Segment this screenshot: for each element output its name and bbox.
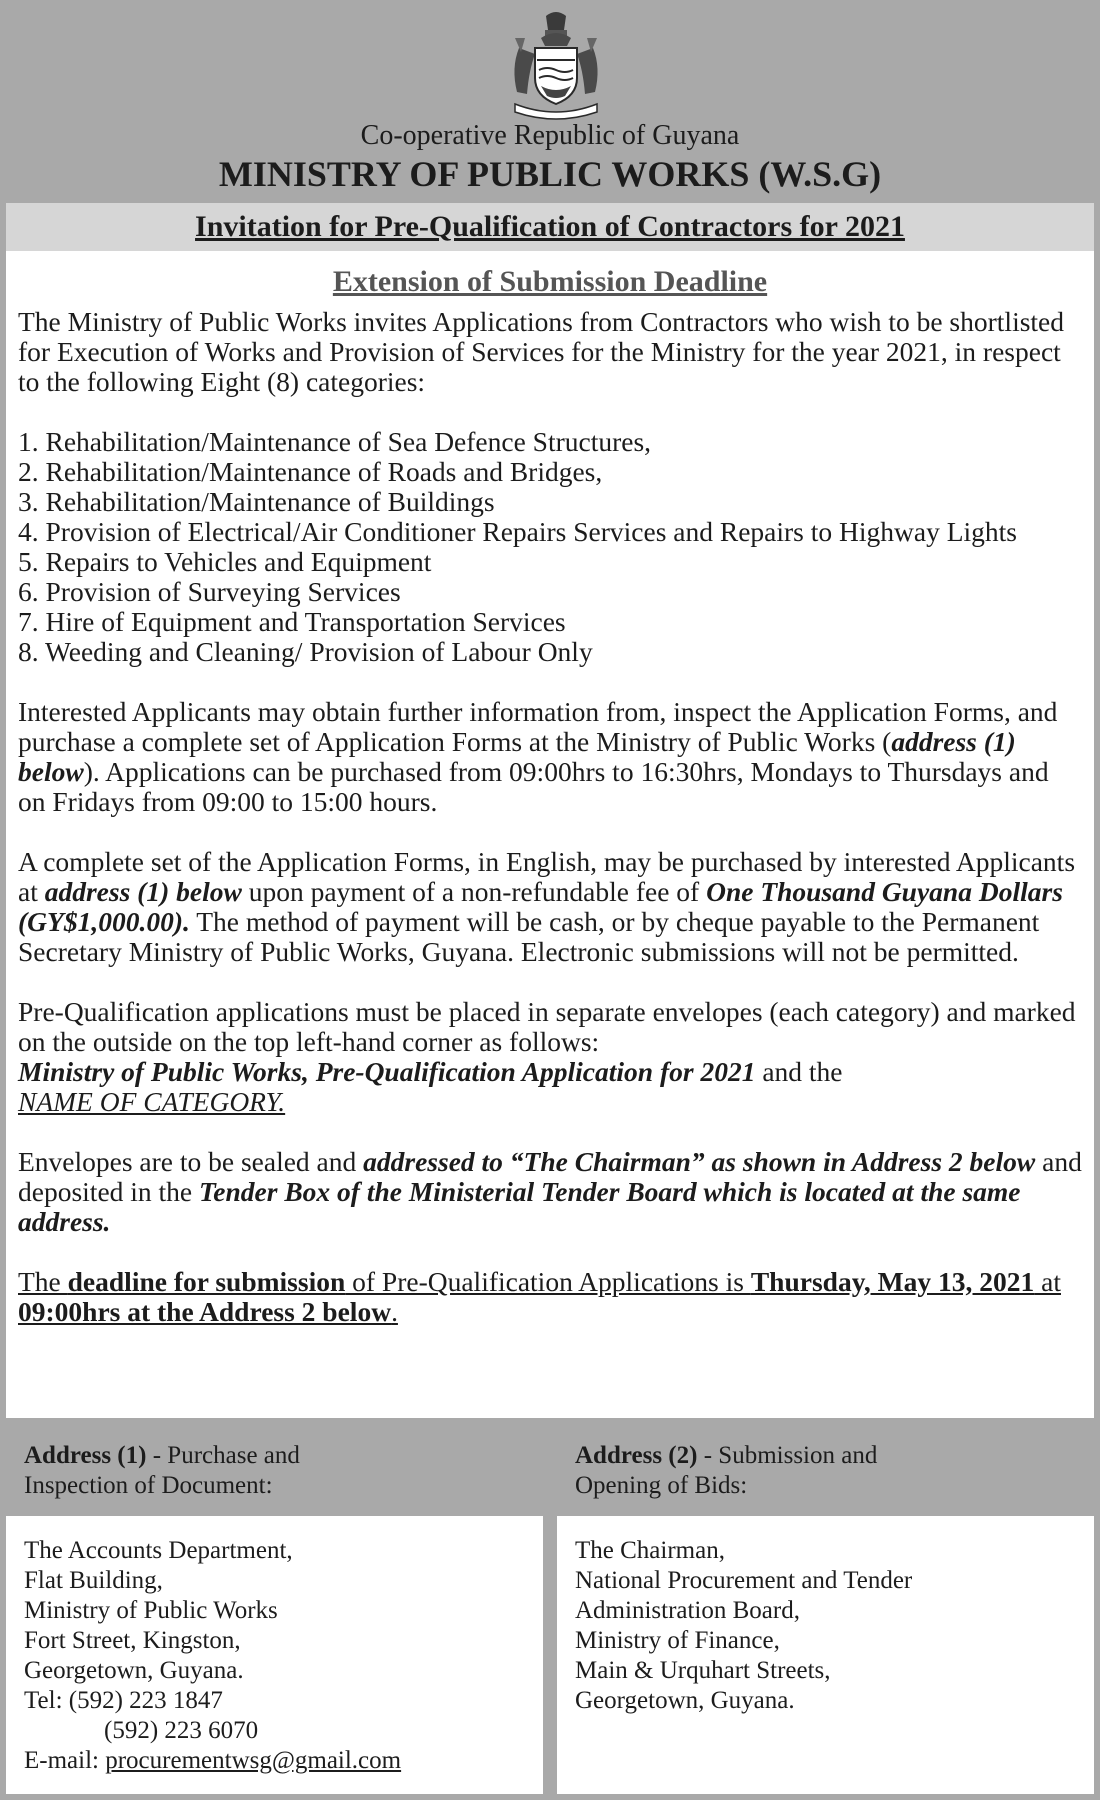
telephone-line-2: (592) 223 6070: [104, 1717, 259, 1744]
address-line: The Accounts Department,: [24, 1537, 293, 1564]
country-name: Co-operative Republic of Guyana: [360, 120, 740, 151]
deadline-time: 09:00hrs at the Address 2 below: [18, 1296, 392, 1327]
envelope-paragraph: [18, 997, 1082, 1117]
invitation-bar: [6, 203, 1094, 251]
address-line: Flat Building,: [24, 1567, 163, 1594]
address-2-purpose: Opening of Bids:: [575, 1472, 748, 1499]
list-item: 2. Rehabilitation/Maintenance of Roads and Bridges,: [18, 456, 603, 487]
list-item: 5. Repairs to Vehicles and Equipment: [18, 546, 432, 577]
chairman-address: addressed to “The Chairman” as shown in Address 2 below: [363, 1146, 1036, 1177]
subtitle: Extension of Submission Deadline: [332, 265, 768, 298]
fee-text: upon payment of a non-refundable fee of: [241, 876, 707, 907]
address-1-body: [6, 1516, 543, 1794]
address-line: Administration Board,: [575, 1597, 800, 1624]
address-1-label: Address (1): [24, 1442, 147, 1469]
fee-paragraph: [18, 847, 1082, 967]
address-line: Fort Street, Kingston,: [24, 1627, 241, 1654]
list-item: 6. Provision of Surveying Services: [18, 576, 401, 607]
info-text: ). Applications can be purchased from 09:00hrs to 16:30hrs, Mondays to Thursdays and on Fridays from 09:00 to 15:00 hours.: [18, 756, 1049, 817]
address-2-body: [557, 1516, 1094, 1794]
info-text: Interested Applicants may obtain further information from, inspect the Application Forms, and purchase a complete set of Application Forms at the Ministry of Public Works (: [18, 696, 1058, 757]
ministry-name: MINISTRY OF PUBLIC WORKS (W.S.G): [218, 154, 882, 194]
sealed-text: Envelopes are to be sealed and: [18, 1146, 364, 1177]
list-item: 3. Rehabilitation/Maintenance of Buildings: [18, 486, 495, 517]
address-2-label: Address (2): [575, 1442, 698, 1469]
name-of-category: NAME OF CATEGORY.: [18, 1086, 286, 1117]
sealed-text: and deposited in the: [18, 1146, 1082, 1207]
address-line: National Procurement and Tender: [575, 1567, 913, 1594]
invitation-title: Invitation for Pre-Qualification of Contractors for 2021: [195, 210, 905, 243]
list-item: 8. Weeding and Cleaning/ Provision of Labour Only: [18, 636, 593, 667]
address-line: Main & Urquhart Streets,: [575, 1657, 831, 1684]
notice-header: [6, 0, 1094, 203]
address-2-purpose: - Submission and: [697, 1442, 878, 1469]
envelope-text: and the: [755, 1056, 843, 1087]
info-paragraph: [18, 697, 1082, 817]
notice-content: [18, 265, 1082, 1357]
deadline-paragraph: [18, 1267, 1082, 1327]
deadline-text: of Pre-Qualification Applications is: [345, 1266, 751, 1297]
address-row: [6, 1424, 1094, 1794]
deadline-date: Thursday, May 13, 2021: [750, 1266, 1035, 1297]
fee-amount: One Thousand Guyana Dollars (GY$1,000.00).: [18, 876, 1063, 937]
category-list: [18, 427, 1082, 667]
email-label: E-mail:: [24, 1747, 106, 1774]
address-1-purpose: - Purchase and: [146, 1442, 300, 1469]
deadline-label: deadline for submission: [67, 1266, 346, 1297]
list-item: 1. Rehabilitation/Maintenance of Sea Defence Structures,: [18, 426, 652, 457]
address-1-purpose: Inspection of Document:: [24, 1472, 273, 1499]
intro-paragraph: The Ministry of Public Works invites Applications from Contractors who wish to be shortlisted for Execution of Works and Provision of Services for the Ministry for the year 2021, in respect to the following Eight (8) categories:: [18, 306, 1065, 397]
address-line: Georgetown, Guyana.: [24, 1657, 244, 1684]
envelope-marking: Ministry of Public Works, Pre-Qualification Application for 2021: [18, 1056, 756, 1087]
deadline-text: at: [1034, 1266, 1061, 1297]
address-2-heading: [557, 1424, 1094, 1516]
address1-reference: address (1) below: [18, 726, 1016, 787]
address-line: The Chairman,: [575, 1537, 725, 1564]
notice-body: [6, 203, 1094, 1418]
list-item: 4. Provision of Electrical/Air Conditioner Repairs Services and Repairs to Highway Lights: [18, 516, 1017, 547]
fee-text: The method of payment will be cash, or by cheque payable to the Permanent Secretary Ministry of Public Works, Guyana. Electronic submissions will not be permitted.: [18, 906, 1040, 967]
email-link[interactable]: procurementwsg@gmail.com: [105, 1747, 402, 1774]
telephone-line: Tel: (592) 223 1847: [24, 1687, 223, 1714]
tender-box: Tender Box of the Ministerial Tender Board which is located at the same address.: [18, 1176, 1021, 1237]
address-2: [557, 1424, 1094, 1794]
deadline-text: The: [18, 1266, 68, 1297]
fee-text: A complete set of the Application Forms, in English, may be purchased by interested Applicants at: [18, 846, 1076, 907]
guyana-coat-of-arms-icon: [501, 8, 611, 120]
deadline-text: .: [391, 1296, 398, 1327]
address-line: Ministry of Finance,: [575, 1627, 780, 1654]
email-line: [24, 1746, 525, 1776]
address-1-heading: [6, 1424, 543, 1516]
address-1: [6, 1424, 543, 1794]
list-item: 7. Hire of Equipment and Transportation Services: [18, 606, 566, 637]
envelope-text: Pre-Qualification applications must be placed in separate envelopes (each category) and marked on the outside on the top left-hand corner as follows:: [18, 996, 1076, 1057]
address-line: Georgetown, Guyana.: [575, 1687, 795, 1714]
address1-reference: address (1) below: [44, 876, 242, 907]
sealed-paragraph: [18, 1147, 1082, 1237]
address-line: Ministry of Public Works: [24, 1597, 278, 1624]
